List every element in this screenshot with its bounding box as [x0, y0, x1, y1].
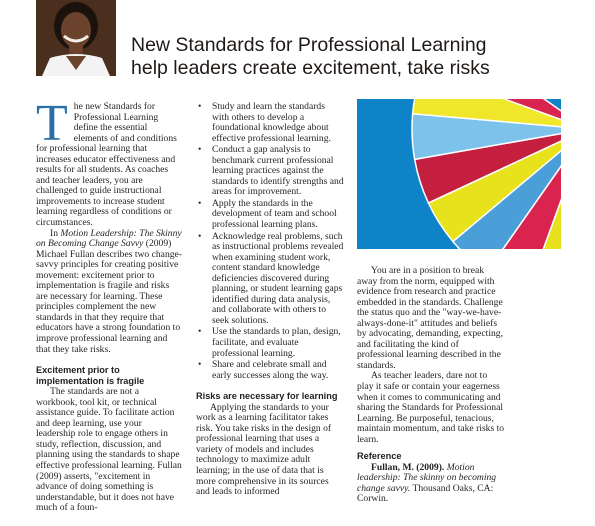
intro-paragraph [36, 95, 182, 229]
action-list [196, 102, 344, 381]
article-headline [131, 34, 571, 80]
list-item: • Use the standards to plan, design, facilitate, and evaluate professional learning. [196, 327, 344, 359]
column-2 [196, 102, 344, 498]
subhead-risks: Risks are necessary for learning [196, 391, 338, 402]
headline-line-2: help leaders create excitement, take risks [131, 57, 490, 79]
column-3 [357, 266, 505, 505]
fullan-paragraph: In Motion Leadership: The Skinny on Becoming Change Savvy (2009) Michael Fullan describes two change-savvy principles for creating positive movement: excitement prior to implementation is fragile and risks are necessary for learning. These principles complement the new standards in that they require that educators have a strong foundation to improve professional learning and that they take risks. [36, 227, 182, 355]
reference-heading: Reference [357, 451, 402, 462]
list-item: • Conduct a gap analysis to benchmark current professional learning practices against the standards to identify strengths and areas for improvement. [196, 145, 344, 198]
list-item: • Apply the standards in the development of team and school professional learning plans. [196, 199, 344, 231]
reference-publisher: Thousand Oaks, CA: Corwin. [357, 482, 494, 505]
headline-line-1: New Standards for Professional Learning [131, 34, 487, 56]
list-item: • Share and celebrate small and early successes along the way. [196, 360, 344, 381]
column-1 [36, 95, 182, 514]
intro-text: he new Standards for Professional Learning define the essential elements of and conditions for professional learning that increases educator effectiveness and results for all students. As coaches and teacher leaders, you are challenged to guide instructional improvements to increase student learning regardless of conditions or circumstances. [36, 101, 177, 229]
teacher-leaders-paragraph: As teacher leaders, dare not to play it safe or contain your eagerness when it comes to communicating and sharing the Standards for Professional Learning. Be purposeful, tenacious, maintain momentum, and take risks to learn. [357, 370, 505, 445]
reference-entry [357, 463, 505, 505]
excitement-paragraph: The standards are not a workbook, tool kit, or technical assistance guide. To facilitate action and deep learning, use your leadership role to engage others in study, reflection, discussion, and planning using the standards to shape effective professional learning. Fullan (2009) asserts, "excitement in advance of doing something is understandable, but it does not have much of a foun- [36, 386, 182, 514]
norm-paragraph: You are in a position to break away from the norm, equipped with evidence from research and practice embedded in the standards. Challenge the status quo and the "way-we-have-always-done-it" attitudes and beliefs by advocating, demanding, expecting, and facilitating the kind of professional learning described in the standards. [357, 265, 503, 371]
author-photo [36, 0, 116, 76]
drop-cap: T [36, 95, 68, 152]
reference-author: Fullan, M. (2009). [371, 461, 445, 473]
parachute-photo [357, 99, 561, 249]
list-item: • Study and learn the standards with others to develop a foundational knowledge about effective professional learning. [196, 102, 344, 144]
list-item: • Acknowledge real problems, such as instructional problems revealed when examining student work, content standard knowledge deficiencies discovered during planning, or student learning gaps identified during data analysis, and collaborate with others to seek solutions. [196, 232, 344, 327]
reference-title: Motion leadership: The skinny on becoming change savvy. [357, 461, 497, 494]
book-title: Motion Leadership: The Skinny on Becoming Change Savvy [36, 227, 182, 250]
subhead-excitement: Excitement prior to implementation is fragile [36, 365, 145, 386]
risks-paragraph: Applying the standards to your work as a learning facilitator takes risk. You take risks in the design of professional learning that uses a variety of models and includes technology to maximize adult learning; in the use of data that is more comprehensive in its sources and leads to informed [196, 401, 332, 498]
